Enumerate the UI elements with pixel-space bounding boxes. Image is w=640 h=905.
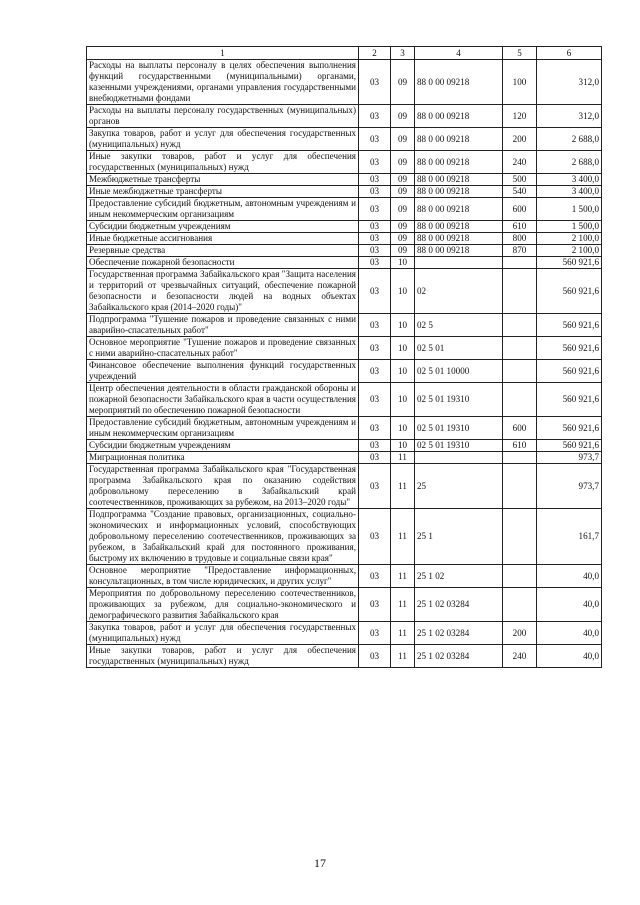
row-description: Закупка товаров, работ и услуг для обеспечения государственных (муниципальных) нужд	[87, 622, 359, 645]
row-expense-type: 100	[503, 60, 537, 105]
row-subsection: 09	[391, 151, 415, 174]
row-subsection: 09	[391, 105, 415, 128]
row-expense-type	[503, 360, 537, 383]
row-target-article: 25 1 02 03284	[415, 622, 503, 645]
row-target-article: 88 0 00 09218	[415, 233, 503, 245]
row-subsection: 11	[391, 452, 415, 464]
row-target-article: 25 1 02 03284	[415, 645, 503, 668]
column-header: 2	[359, 47, 391, 60]
row-target-article: 25 1 02	[415, 565, 503, 588]
table-row	[87, 257, 602, 269]
row-expense-type: 600	[503, 417, 537, 440]
row-target-article: 88 0 00 09218	[415, 105, 503, 128]
row-subsection: 11	[391, 565, 415, 588]
row-target-article: 88 0 00 09218	[415, 60, 503, 105]
row-amount: 2 100,0	[537, 245, 602, 257]
row-section: 03	[359, 452, 391, 464]
row-expense-type: 870	[503, 245, 537, 257]
row-amount: 560 921,6	[537, 314, 602, 337]
row-expense-type	[503, 452, 537, 464]
row-section: 03	[359, 314, 391, 337]
row-subsection: 09	[391, 198, 415, 221]
row-subsection: 10	[391, 314, 415, 337]
row-amount: 2 688,0	[537, 128, 602, 151]
row-target-article: 02 5	[415, 314, 503, 337]
table-row	[87, 105, 602, 128]
row-section: 03	[359, 105, 391, 128]
row-expense-type: 600	[503, 198, 537, 221]
row-target-article: 88 0 00 09218	[415, 221, 503, 233]
row-section: 03	[359, 565, 391, 588]
table-row	[87, 417, 602, 440]
table-row	[87, 269, 602, 314]
row-section: 03	[359, 269, 391, 314]
row-amount: 3 400,0	[537, 174, 602, 186]
row-subsection: 11	[391, 622, 415, 645]
table-row	[87, 221, 602, 233]
row-amount: 40,0	[537, 645, 602, 668]
row-description: Центр обеспечения деятельности в области гражданской обороны и пожарной безопасности Забайкальского края в части осуществления мероприятий по обеспечению пожарной безопасности	[87, 383, 359, 417]
table-row	[87, 383, 602, 417]
row-expense-type: 540	[503, 186, 537, 198]
row-target-article: 88 0 00 09218	[415, 174, 503, 186]
row-expense-type	[503, 257, 537, 269]
row-amount: 312,0	[537, 105, 602, 128]
row-subsection: 09	[391, 60, 415, 105]
row-target-article: 02 5 01 19310	[415, 440, 503, 452]
table-row	[87, 151, 602, 174]
row-subsection: 10	[391, 383, 415, 417]
row-expense-type: 240	[503, 151, 537, 174]
table-row	[87, 337, 602, 360]
row-description: Предоставление субсидий бюджетным, автономным учреждениям и иным некоммерческим организациям	[87, 198, 359, 221]
row-subsection: 09	[391, 245, 415, 257]
row-section: 03	[359, 128, 391, 151]
row-subsection: 09	[391, 186, 415, 198]
row-target-article: 88 0 00 09218	[415, 128, 503, 151]
table-row	[87, 464, 602, 509]
row-expense-type: 200	[503, 128, 537, 151]
table-row	[87, 174, 602, 186]
row-subsection: 09	[391, 128, 415, 151]
row-target-article: 25	[415, 464, 503, 509]
table-row	[87, 245, 602, 257]
row-expense-type: 800	[503, 233, 537, 245]
row-subsection: 11	[391, 464, 415, 509]
row-description: Иные бюджетные ассигнования	[87, 233, 359, 245]
row-amount: 560 921,6	[537, 269, 602, 314]
row-amount: 40,0	[537, 588, 602, 622]
row-amount: 2 100,0	[537, 233, 602, 245]
row-description: Расходы на выплаты персоналу государственных (муниципальных) органов	[87, 105, 359, 128]
row-section: 03	[359, 245, 391, 257]
column-header: 4	[415, 47, 503, 60]
row-section: 03	[359, 383, 391, 417]
row-section: 03	[359, 417, 391, 440]
column-header: 5	[503, 47, 537, 60]
table-row	[87, 128, 602, 151]
row-expense-type	[503, 464, 537, 509]
row-target-article	[415, 452, 503, 464]
row-amount: 40,0	[537, 565, 602, 588]
row-target-article: 25 1	[415, 509, 503, 565]
row-subsection: 10	[391, 269, 415, 314]
table-row	[87, 452, 602, 464]
table-row	[87, 509, 602, 565]
row-amount: 312,0	[537, 60, 602, 105]
row-subsection: 11	[391, 588, 415, 622]
row-expense-type	[503, 509, 537, 565]
row-description: Государственная программа Забайкальского края "Защита населения и территорий от чрезвычайных ситуаций, обеспечение пожарной безопасности и безопасности людей на водных объектах Забайкальского края (2014–2020 годы)"	[87, 269, 359, 314]
row-target-article: 02	[415, 269, 503, 314]
table-row	[87, 186, 602, 198]
budget-table	[86, 46, 602, 668]
row-description: Субсидии бюджетным учреждениям	[87, 221, 359, 233]
table-row	[87, 565, 602, 588]
row-amount: 560 921,6	[537, 417, 602, 440]
row-description: Резервные средства	[87, 245, 359, 257]
row-description: Субсидии бюджетным учреждениям	[87, 440, 359, 452]
row-expense-type: 200	[503, 622, 537, 645]
row-expense-type	[503, 588, 537, 622]
table-row	[87, 198, 602, 221]
row-description: Финансовое обеспечение выполнения функций государственных учреждений	[87, 360, 359, 383]
row-section: 03	[359, 174, 391, 186]
row-description: Иные закупки товаров, работ и услуг для обеспечения государственных (муниципальных) нужд	[87, 645, 359, 668]
row-section: 03	[359, 221, 391, 233]
table-row	[87, 645, 602, 668]
row-description: Иные закупки товаров, работ и услуг для обеспечения государственных (муниципальных) нужд	[87, 151, 359, 174]
row-amount: 973,7	[537, 464, 602, 509]
row-amount: 560 921,6	[537, 257, 602, 269]
table-row	[87, 588, 602, 622]
row-amount: 1 500,0	[537, 221, 602, 233]
row-description: Государственная программа Забайкальского края "Государственная программа Забайкальского края по оказанию содействия добровольному переселению в Забайкальский край соотечественников, проживающих за рубежом, на 2013–2020 годы"	[87, 464, 359, 509]
table-header-row	[87, 47, 602, 60]
row-description: Подпрограмма "Создание правовых, организационных, социально-экономических и информационных условий, способствующих добровольному переселению соотечественников, проживающих за рубежом, в Забайкальский край для постоянного проживания, быстрому их включению в трудовые и социальные связи края"	[87, 509, 359, 565]
row-subsection: 10	[391, 257, 415, 269]
row-description: Основное мероприятие "Предоставление информационных, консультационных, в том числе юридических, и других услуг"	[87, 565, 359, 588]
row-target-article	[415, 257, 503, 269]
table-row	[87, 314, 602, 337]
row-target-article: 88 0 00 09218	[415, 245, 503, 257]
table-row	[87, 440, 602, 452]
row-target-article: 88 0 00 09218	[415, 186, 503, 198]
row-section: 03	[359, 186, 391, 198]
row-description: Основное мероприятие "Тушение пожаров и проведение связанных с ними аварийно-спасательных работ"	[87, 337, 359, 360]
table-row	[87, 622, 602, 645]
row-section: 03	[359, 233, 391, 245]
row-subsection: 09	[391, 233, 415, 245]
row-description: Миграционная политика	[87, 452, 359, 464]
page-number: 17	[314, 856, 326, 870]
row-description: Предоставление субсидий бюджетным, автономным учреждениям и иным некоммерческим организациям	[87, 417, 359, 440]
row-subsection: 11	[391, 509, 415, 565]
row-expense-type: 610	[503, 440, 537, 452]
row-description: Межбюджетные трансферты	[87, 174, 359, 186]
row-amount: 560 921,6	[537, 440, 602, 452]
row-section: 03	[359, 257, 391, 269]
row-section: 03	[359, 360, 391, 383]
row-expense-type: 500	[503, 174, 537, 186]
row-subsection: 11	[391, 645, 415, 668]
row-description: Подпрограмма "Тушение пожаров и проведение связанных с ними аварийно-спасательных работ"	[87, 314, 359, 337]
table-row	[87, 60, 602, 105]
row-expense-type	[503, 565, 537, 588]
row-description: Мероприятия по добровольному переселению соотечественников, проживающих за рубежом, для социально-экономического и демографического развития Забайкальского края	[87, 588, 359, 622]
row-expense-type	[503, 383, 537, 417]
row-subsection: 09	[391, 174, 415, 186]
row-section: 03	[359, 588, 391, 622]
row-amount: 40,0	[537, 622, 602, 645]
row-section: 03	[359, 464, 391, 509]
row-amount: 1 500,0	[537, 198, 602, 221]
row-section: 03	[359, 337, 391, 360]
row-subsection: 10	[391, 337, 415, 360]
row-expense-type	[503, 314, 537, 337]
row-target-article: 25 1 02 03284	[415, 588, 503, 622]
row-description: Иные межбюджетные трансферты	[87, 186, 359, 198]
row-subsection: 10	[391, 440, 415, 452]
row-expense-type	[503, 337, 537, 360]
row-description: Закупка товаров, работ и услуг для обеспечения государственных (муниципальных) нужд	[87, 128, 359, 151]
table-row	[87, 233, 602, 245]
table-row	[87, 360, 602, 383]
row-expense-type: 610	[503, 221, 537, 233]
row-section: 03	[359, 509, 391, 565]
row-amount: 161,7	[537, 509, 602, 565]
row-amount: 2 688,0	[537, 151, 602, 174]
row-expense-type: 240	[503, 645, 537, 668]
row-amount: 560 921,6	[537, 383, 602, 417]
row-amount: 560 921,6	[537, 360, 602, 383]
row-section: 03	[359, 622, 391, 645]
row-description: Обеспечение пожарной безопасности	[87, 257, 359, 269]
column-header: 1	[87, 47, 359, 60]
row-section: 03	[359, 440, 391, 452]
row-subsection: 09	[391, 221, 415, 233]
row-target-article: 02 5 01 10000	[415, 360, 503, 383]
row-description: Расходы на выплаты персоналу в целях обеспечения выполнения функций государственными (муниципальными) органами, казенными учреждениями, органами управления государственными внебюджетными фондами	[87, 60, 359, 105]
row-amount: 3 400,0	[537, 186, 602, 198]
row-expense-type: 120	[503, 105, 537, 128]
row-target-article: 88 0 00 09218	[415, 198, 503, 221]
row-target-article: 02 5 01 19310	[415, 383, 503, 417]
row-section: 03	[359, 60, 391, 105]
row-expense-type	[503, 269, 537, 314]
row-section: 03	[359, 151, 391, 174]
column-header: 3	[391, 47, 415, 60]
row-section: 03	[359, 645, 391, 668]
row-subsection: 10	[391, 360, 415, 383]
row-target-article: 02 5 01 19310	[415, 417, 503, 440]
row-subsection: 10	[391, 417, 415, 440]
row-section: 03	[359, 198, 391, 221]
row-target-article: 02 5 01	[415, 337, 503, 360]
column-header: 6	[537, 47, 602, 60]
row-amount: 973,7	[537, 452, 602, 464]
row-target-article: 88 0 00 09218	[415, 151, 503, 174]
row-amount: 560 921,6	[537, 337, 602, 360]
